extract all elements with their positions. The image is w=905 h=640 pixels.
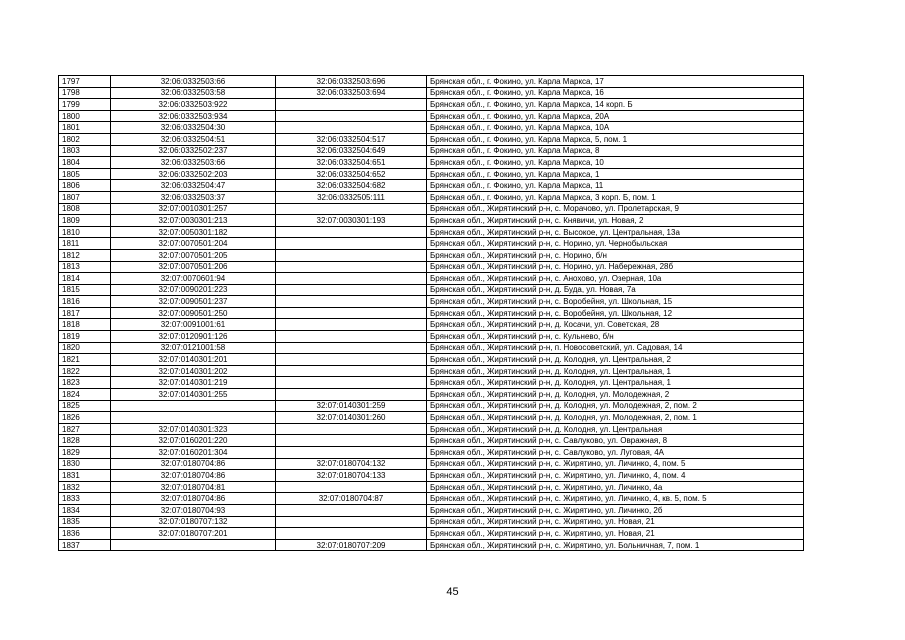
address-cell: Брянская обл., г. Фокино, ул. Карла Маркса, 5, пом. 1 — [427, 133, 804, 145]
table-row — [59, 99, 804, 111]
building-cadastral-number-cell: 32:06:0332503:694 — [276, 87, 427, 99]
row-number-cell: 1824 — [59, 389, 111, 401]
building-cadastral-number-cell — [276, 203, 427, 215]
land-cadastral-number-cell: 32:07:0180704:86 — [111, 493, 276, 505]
building-cadastral-number-cell: 32:06:0332505:111 — [276, 191, 427, 203]
building-cadastral-number-cell: 32:06:0332504:649 — [276, 145, 427, 157]
table-row — [59, 284, 804, 296]
address-cell: Брянская обл., Жирятинский р-н, с. Жирятино, ул. Личинко, 4, пом. 5 — [427, 458, 804, 470]
table-row — [59, 539, 804, 551]
table-row — [59, 470, 804, 482]
building-cadastral-number-cell — [276, 354, 427, 366]
building-cadastral-number-cell: 32:07:0180704:87 — [276, 493, 427, 505]
building-cadastral-number-cell — [276, 516, 427, 528]
building-cadastral-number-cell — [276, 249, 427, 261]
building-cadastral-number-cell: 32:07:0140301:260 — [276, 412, 427, 424]
table-row — [59, 435, 804, 447]
address-cell: Брянская обл., Жирятинский р-н, д. Колодня, ул. Центральная — [427, 423, 804, 435]
building-cadastral-number-cell — [276, 365, 427, 377]
building-cadastral-number-cell: 32:06:0332504:651 — [276, 157, 427, 169]
land-cadastral-number-cell: 32:07:0140301:201 — [111, 354, 276, 366]
row-number-cell: 1819 — [59, 331, 111, 343]
building-cadastral-number-cell — [276, 528, 427, 540]
land-cadastral-number-cell: 32:07:0121001:58 — [111, 342, 276, 354]
address-cell: Брянская обл., Жирятинский р-н, д. Колодня, ул. Молодежная, 2, пом. 1 — [427, 412, 804, 424]
address-cell: Брянская обл., г. Фокино, ул. Карла Маркса, 17 — [427, 76, 804, 88]
table-row — [59, 365, 804, 377]
building-cadastral-number-cell — [276, 481, 427, 493]
table-row — [59, 493, 804, 505]
building-cadastral-number-cell: 32:07:0180707:209 — [276, 539, 427, 551]
row-number-cell: 1797 — [59, 76, 111, 88]
land-cadastral-number-cell: 32:07:0050301:182 — [111, 226, 276, 238]
building-cadastral-number-cell — [276, 273, 427, 285]
building-cadastral-number-cell — [276, 122, 427, 134]
address-cell: Брянская обл., Жирятинский р-н, д. Косачи, ул. Советская, 28 — [427, 319, 804, 331]
row-number-cell: 1800 — [59, 110, 111, 122]
address-cell: Брянская обл., Жирятинский р-н, с. Норино, б/н — [427, 249, 804, 261]
building-cadastral-number-cell — [276, 261, 427, 273]
table-row — [59, 400, 804, 412]
land-cadastral-number-cell — [111, 400, 276, 412]
row-number-cell: 1830 — [59, 458, 111, 470]
address-cell: Брянская обл., г. Фокино, ул. Карла Маркса, 20А — [427, 110, 804, 122]
address-cell: Брянская обл., Жирятинский р-н, с. Жирятино, ул. Личинко, 4, пом. 4 — [427, 470, 804, 482]
row-number-cell: 1827 — [59, 423, 111, 435]
row-number-cell: 1825 — [59, 400, 111, 412]
land-cadastral-number-cell: 32:06:0332503:37 — [111, 191, 276, 203]
building-cadastral-number-cell: 32:07:0140301:259 — [276, 400, 427, 412]
row-number-cell: 1805 — [59, 168, 111, 180]
land-cadastral-number-cell: 32:07:0030301:213 — [111, 215, 276, 227]
land-cadastral-number-cell: 32:07:0180707:132 — [111, 516, 276, 528]
land-cadastral-number-cell: 32:07:0091001:61 — [111, 319, 276, 331]
table-row — [59, 412, 804, 424]
row-number-cell: 1836 — [59, 528, 111, 540]
row-number-cell: 1823 — [59, 377, 111, 389]
row-number-cell: 1814 — [59, 273, 111, 285]
land-cadastral-number-cell: 32:06:0332504:51 — [111, 133, 276, 145]
row-number-cell: 1832 — [59, 481, 111, 493]
building-cadastral-number-cell — [276, 296, 427, 308]
land-cadastral-number-cell: 32:07:0160201:304 — [111, 447, 276, 459]
address-cell: Брянская обл., г. Фокино, ул. Карла Маркса, 1 — [427, 168, 804, 180]
table-row — [59, 145, 804, 157]
building-cadastral-number-cell — [276, 226, 427, 238]
row-number-cell: 1833 — [59, 493, 111, 505]
address-cell: Брянская обл., Жирятинский р-н, с. Высокое, ул. Центральная, 13а — [427, 226, 804, 238]
table-row — [59, 168, 804, 180]
row-number-cell: 1798 — [59, 87, 111, 99]
building-cadastral-number-cell — [276, 377, 427, 389]
row-number-cell: 1821 — [59, 354, 111, 366]
building-cadastral-number-cell — [276, 342, 427, 354]
row-number-cell: 1831 — [59, 470, 111, 482]
building-cadastral-number-cell: 32:06:0332503:696 — [276, 76, 427, 88]
address-cell: Брянская обл., Жирятинский р-н, с. Морачово, ул. Пролетарская, 9 — [427, 203, 804, 215]
land-cadastral-number-cell: 32:07:0160201:220 — [111, 435, 276, 447]
land-cadastral-number-cell: 32:06:0332502:237 — [111, 145, 276, 157]
row-number-cell: 1817 — [59, 307, 111, 319]
land-cadastral-number-cell: 32:07:0090201:223 — [111, 284, 276, 296]
building-cadastral-number-cell — [276, 447, 427, 459]
land-cadastral-number-cell: 32:07:0140301:219 — [111, 377, 276, 389]
table-row — [59, 528, 804, 540]
building-cadastral-number-cell: 32:06:0332504:652 — [276, 168, 427, 180]
land-cadastral-number-cell: 32:07:0120901:126 — [111, 331, 276, 343]
row-number-cell: 1815 — [59, 284, 111, 296]
building-cadastral-number-cell — [276, 284, 427, 296]
table-row — [59, 238, 804, 250]
land-cadastral-number-cell: 32:07:0070601:94 — [111, 273, 276, 285]
address-cell: Брянская обл., г. Фокино, ул. Карла Маркса, 14 корп. Б — [427, 99, 804, 111]
registry-table — [58, 75, 804, 551]
row-number-cell: 1799 — [59, 99, 111, 111]
land-cadastral-number-cell: 32:06:0332502:203 — [111, 168, 276, 180]
row-number-cell: 1802 — [59, 133, 111, 145]
building-cadastral-number-cell: 32:07:0180704:133 — [276, 470, 427, 482]
table-row — [59, 122, 804, 134]
address-cell: Брянская обл., Жирятинский р-н, с. Воробейня, ул. Школьная, 12 — [427, 307, 804, 319]
table-row — [59, 516, 804, 528]
address-cell: Брянская обл., г. Фокино, ул. Карла Маркса, 8 — [427, 145, 804, 157]
table-row — [59, 87, 804, 99]
table-row — [59, 261, 804, 273]
row-number-cell: 1828 — [59, 435, 111, 447]
table-row — [59, 157, 804, 169]
building-cadastral-number-cell — [276, 504, 427, 516]
address-cell: Брянская обл., Жирятинский р-н, д. Колодня, ул. Молодежная, 2 — [427, 389, 804, 401]
building-cadastral-number-cell — [276, 423, 427, 435]
address-cell: Брянская обл., Жирятинский р-н, с. Воробейня, ул. Школьная, 15 — [427, 296, 804, 308]
address-cell: Брянская обл., Жирятинский р-н, д. Колодня, ул. Молодежная, 2, пом. 2 — [427, 400, 804, 412]
land-cadastral-number-cell: 32:07:0070501:204 — [111, 238, 276, 250]
table-row — [59, 273, 804, 285]
address-cell: Брянская обл., Жирятинский р-н, с. Жирятино, ул. Новая, 21 — [427, 528, 804, 540]
land-cadastral-number-cell: 32:07:0180704:86 — [111, 458, 276, 470]
building-cadastral-number-cell — [276, 307, 427, 319]
table-row — [59, 377, 804, 389]
building-cadastral-number-cell — [276, 331, 427, 343]
address-cell: Брянская обл., г. Фокино, ул. Карла Маркса, 11 — [427, 180, 804, 192]
row-number-cell: 1813 — [59, 261, 111, 273]
address-cell: Брянская обл., Жирятинский р-н, с. Жирятино, ул. Личинко, 4а — [427, 481, 804, 493]
table-row — [59, 354, 804, 366]
address-cell: Брянская обл., Жирятинский р-н, д. Колодня, ул. Центральная, 2 — [427, 354, 804, 366]
table-row — [59, 331, 804, 343]
building-cadastral-number-cell — [276, 319, 427, 331]
table-row — [59, 203, 804, 215]
row-number-cell: 1806 — [59, 180, 111, 192]
table-row — [59, 133, 804, 145]
land-cadastral-number-cell: 32:06:0332504:30 — [111, 122, 276, 134]
table-row — [59, 180, 804, 192]
land-cadastral-number-cell: 32:07:0010301:257 — [111, 203, 276, 215]
table-row — [59, 504, 804, 516]
building-cadastral-number-cell — [276, 435, 427, 447]
building-cadastral-number-cell — [276, 238, 427, 250]
land-cadastral-number-cell: 32:06:0332504:47 — [111, 180, 276, 192]
address-cell: Брянская обл., Жирятинский р-н, п. Новосоветский, ул. Садовая, 14 — [427, 342, 804, 354]
table-row — [59, 76, 804, 88]
address-cell: Брянская обл., Жирятинский р-н, с. Жирятино, ул. Личинко, 2б — [427, 504, 804, 516]
address-cell: Брянская обл., Жирятинский р-н, с. Норино, ул. Набережная, 28б — [427, 261, 804, 273]
row-number-cell: 1809 — [59, 215, 111, 227]
table-row — [59, 296, 804, 308]
address-cell: Брянская обл., Жирятинский р-н, с. Жирятино, ул. Личинко, 4, кв. 5, пом. 5 — [427, 493, 804, 505]
row-number-cell: 1829 — [59, 447, 111, 459]
row-number-cell: 1804 — [59, 157, 111, 169]
land-cadastral-number-cell: 32:07:0090501:237 — [111, 296, 276, 308]
row-number-cell: 1810 — [59, 226, 111, 238]
table-row — [59, 458, 804, 470]
address-cell: Брянская обл., Жирятинский р-н, с. Жирятино, ул. Новая, 21 — [427, 516, 804, 528]
row-number-cell: 1811 — [59, 238, 111, 250]
registry-table-body — [59, 76, 804, 551]
building-cadastral-number-cell — [276, 110, 427, 122]
address-cell: Брянская обл., Жирятинский р-н, д. Буда, ул. Новая, 7а — [427, 284, 804, 296]
building-cadastral-number-cell: 32:07:0030301:193 — [276, 215, 427, 227]
land-cadastral-number-cell: 32:07:0070501:206 — [111, 261, 276, 273]
row-number-cell: 1826 — [59, 412, 111, 424]
address-cell: Брянская обл., г. Фокино, ул. Карла Маркса, 10 — [427, 157, 804, 169]
address-cell: Брянская обл., г. Фокино, ул. Карла Маркса, 3 корп. Б, пом. 1 — [427, 191, 804, 203]
land-cadastral-number-cell: 32:06:0332503:66 — [111, 157, 276, 169]
building-cadastral-number-cell: 32:06:0332504:682 — [276, 180, 427, 192]
row-number-cell: 1807 — [59, 191, 111, 203]
building-cadastral-number-cell: 32:07:0180704:132 — [276, 458, 427, 470]
page-number: 45 — [446, 586, 459, 598]
row-number-cell: 1808 — [59, 203, 111, 215]
address-cell: Брянская обл., г. Фокино, ул. Карла Маркса, 10А — [427, 122, 804, 134]
row-number-cell: 1835 — [59, 516, 111, 528]
address-cell: Брянская обл., Жирятинский р-н, с. Норино, ул. Чернобыльская — [427, 238, 804, 250]
building-cadastral-number-cell: 32:06:0332504:517 — [276, 133, 427, 145]
land-cadastral-number-cell: 32:07:0180704:93 — [111, 504, 276, 516]
address-cell: Брянская обл., Жирятинский р-н, с. Жирятино, ул. Больничная, 7, пом. 1 — [427, 539, 804, 551]
land-cadastral-number-cell: 32:07:0180707:201 — [111, 528, 276, 540]
building-cadastral-number-cell — [276, 389, 427, 401]
address-cell: Брянская обл., г. Фокино, ул. Карла Маркса, 16 — [427, 87, 804, 99]
address-cell: Брянская обл., Жирятинский р-н, с. Савлуково, ул. Луговая, 4А — [427, 447, 804, 459]
table-row — [59, 423, 804, 435]
land-cadastral-number-cell — [111, 412, 276, 424]
table-row — [59, 110, 804, 122]
row-number-cell: 1812 — [59, 249, 111, 261]
building-cadastral-number-cell — [276, 99, 427, 111]
table-row — [59, 307, 804, 319]
address-cell: Брянская обл., Жирятинский р-н, д. Колодня, ул. Центральная, 1 — [427, 377, 804, 389]
address-cell: Брянская обл., Жирятинский р-н, с. Кульнево, б/н — [427, 331, 804, 343]
land-cadastral-number-cell — [111, 539, 276, 551]
land-cadastral-number-cell: 32:06:0332503:922 — [111, 99, 276, 111]
address-cell: Брянская обл., Жирятинский р-н, с. Савлуково, ул. Овражная, 8 — [427, 435, 804, 447]
row-number-cell: 1801 — [59, 122, 111, 134]
row-number-cell: 1822 — [59, 365, 111, 377]
land-cadastral-number-cell: 32:06:0332503:66 — [111, 76, 276, 88]
land-cadastral-number-cell: 32:07:0090501:250 — [111, 307, 276, 319]
table-row — [59, 249, 804, 261]
row-number-cell: 1834 — [59, 504, 111, 516]
land-cadastral-number-cell: 32:07:0070501:205 — [111, 249, 276, 261]
address-cell: Брянская обл., Жирятинский р-н, с. Княвичи, ул. Новая, 2 — [427, 215, 804, 227]
table-row — [59, 342, 804, 354]
row-number-cell: 1837 — [59, 539, 111, 551]
table-row — [59, 226, 804, 238]
land-cadastral-number-cell: 32:07:0140301:323 — [111, 423, 276, 435]
land-cadastral-number-cell: 32:07:0180704:81 — [111, 481, 276, 493]
table-row — [59, 481, 804, 493]
land-cadastral-number-cell: 32:07:0140301:255 — [111, 389, 276, 401]
table-row — [59, 319, 804, 331]
table-row — [59, 447, 804, 459]
table-row — [59, 215, 804, 227]
row-number-cell: 1816 — [59, 296, 111, 308]
land-cadastral-number-cell: 32:06:0332503:58 — [111, 87, 276, 99]
row-number-cell: 1803 — [59, 145, 111, 157]
row-number-cell: 1820 — [59, 342, 111, 354]
land-cadastral-number-cell: 32:07:0180704:86 — [111, 470, 276, 482]
table-row — [59, 389, 804, 401]
table-row — [59, 191, 804, 203]
address-cell: Брянская обл., Жирятинский р-н, д. Колодня, ул. Центральная, 1 — [427, 365, 804, 377]
address-cell: Брянская обл., Жирятинский р-н, с. Анохово, ул. Озерная, 10а — [427, 273, 804, 285]
land-cadastral-number-cell: 32:07:0140301:202 — [111, 365, 276, 377]
row-number-cell: 1818 — [59, 319, 111, 331]
land-cadastral-number-cell: 32:06:0332503:934 — [111, 110, 276, 122]
